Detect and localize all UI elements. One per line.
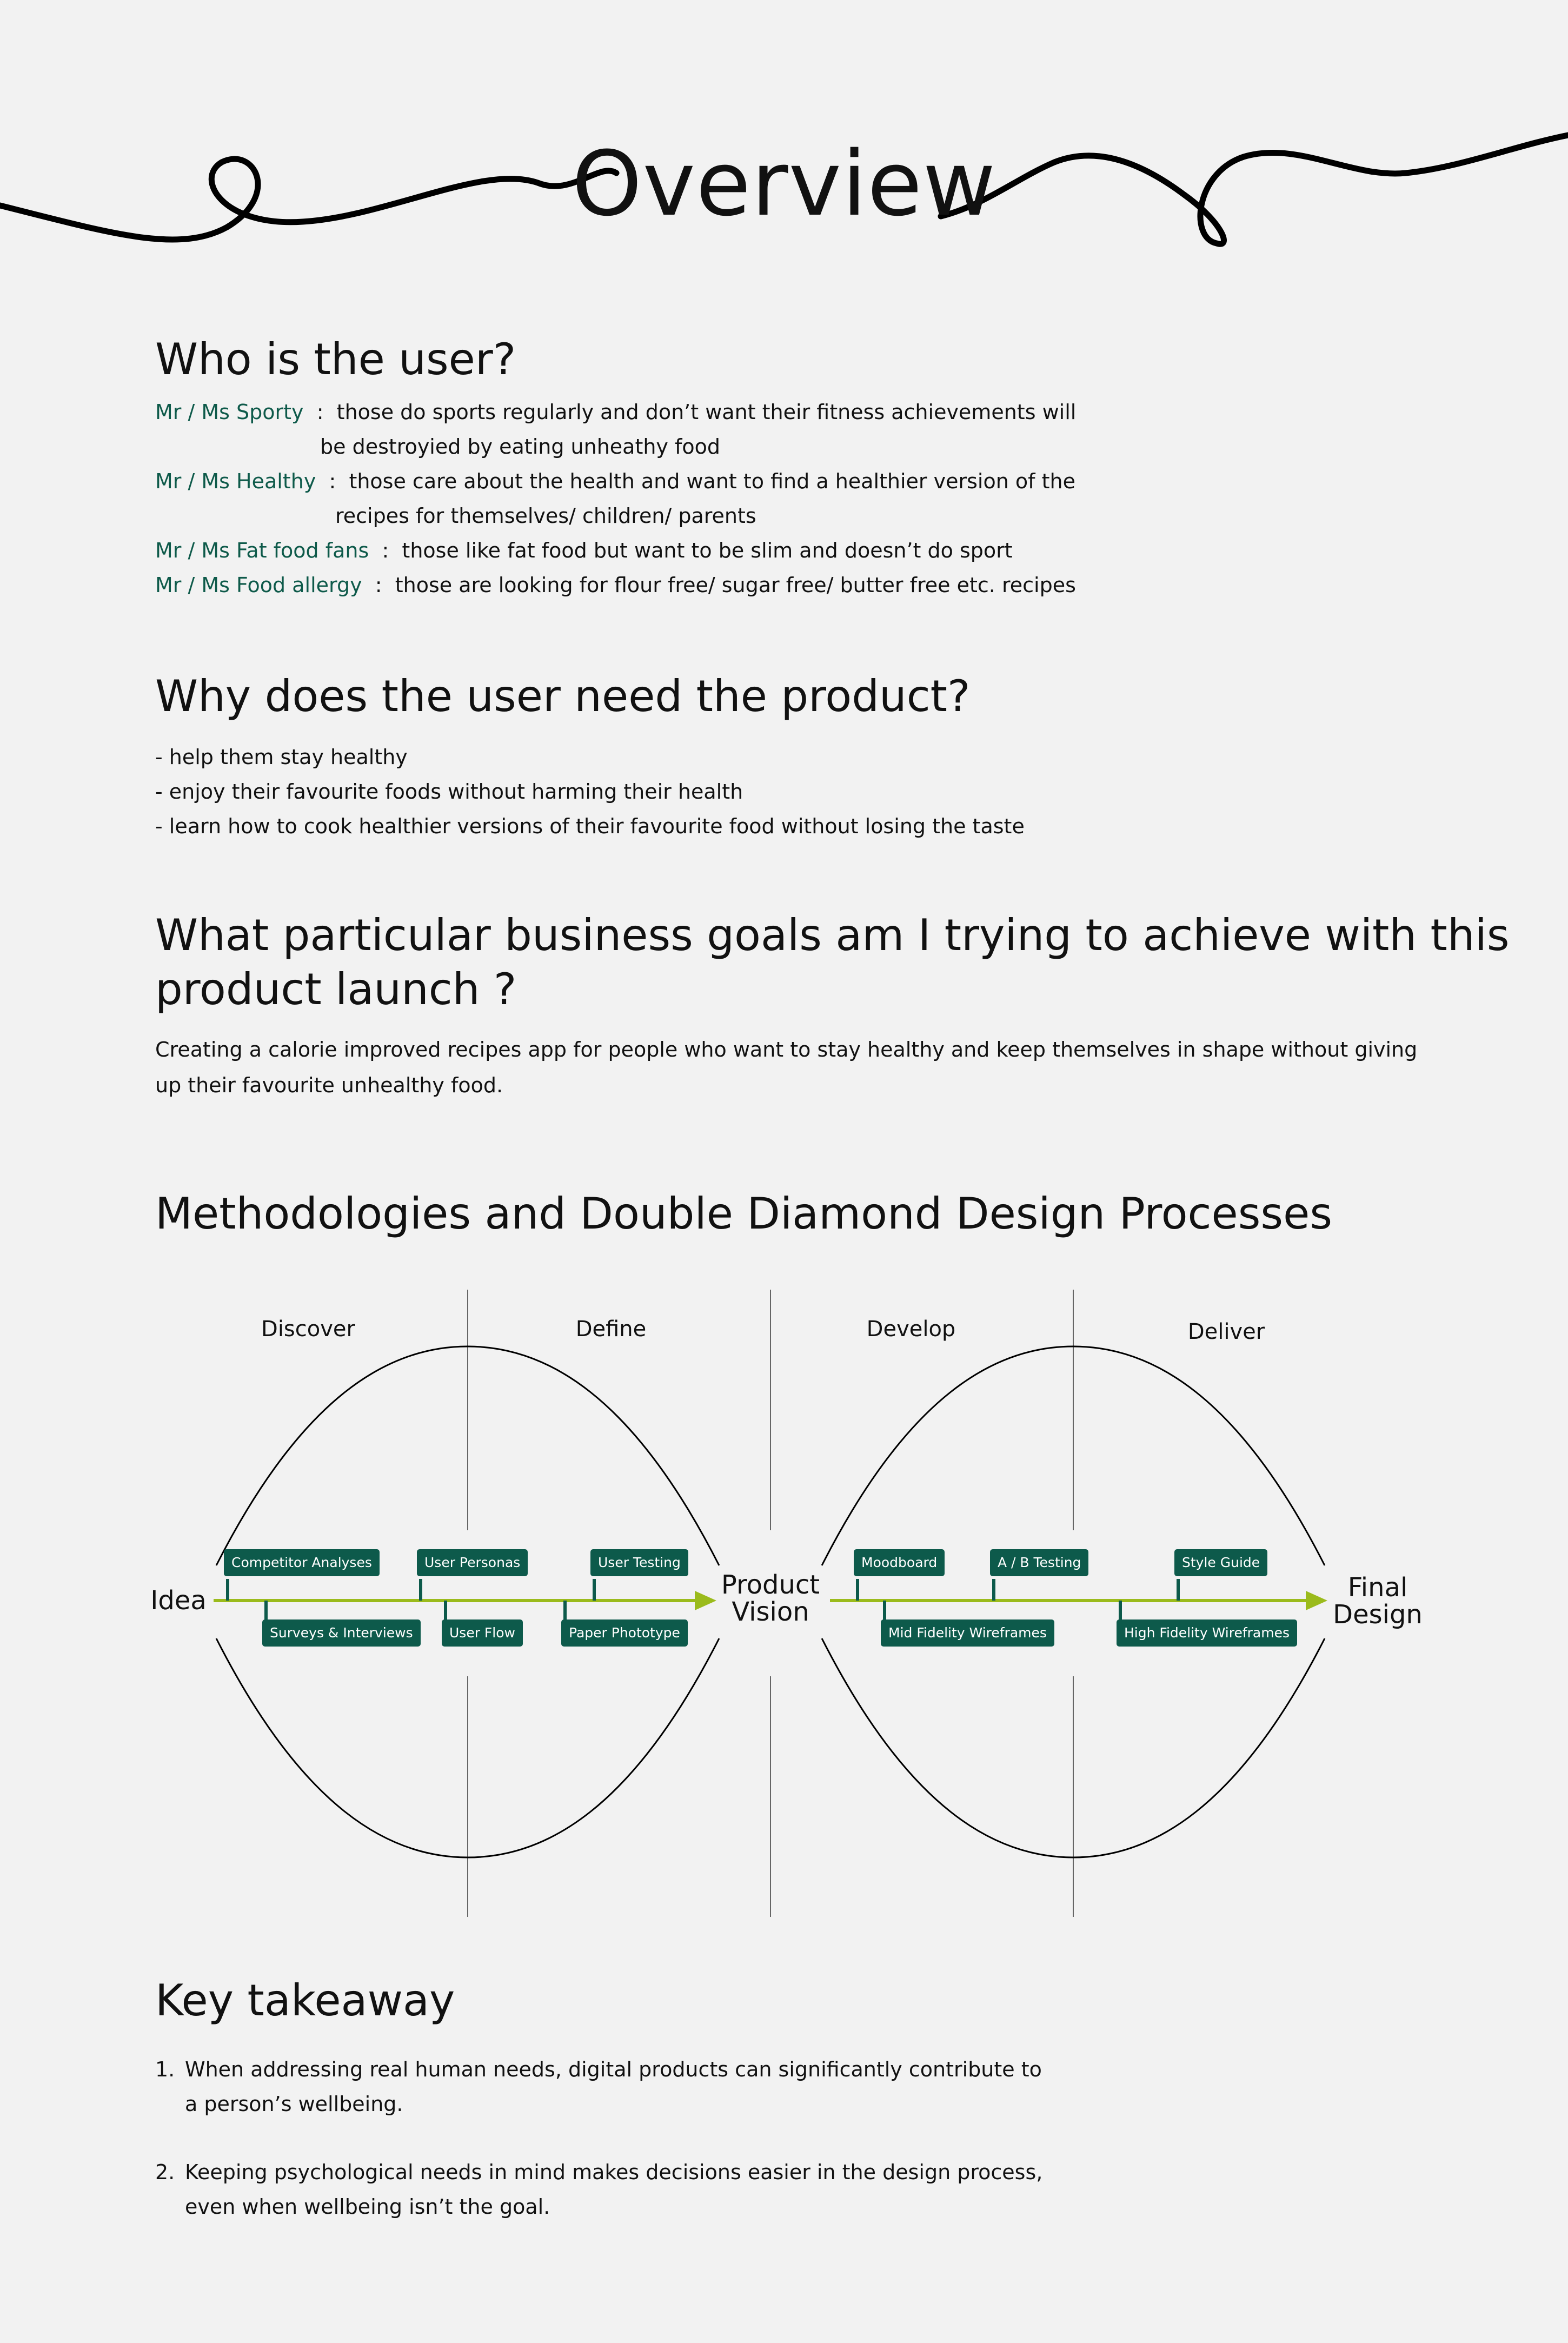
phase-deliver: Deliver: [1187, 1319, 1265, 1344]
tag-style-guide: Style Guide: [1174, 1549, 1267, 1576]
goals-heading-line1: What particular business goals am I trying to achieve with this: [155, 910, 1510, 960]
takeaway-text: Keeping psychological needs in mind makes decisions easier in the design process, even when wellbeing isn’t the goal.: [185, 2160, 1043, 2219]
user-desc-cont: recipes for themselves/ children/ parents: [335, 504, 756, 528]
arrow-head: [695, 1591, 716, 1610]
user-desc: those care about the health and want to find a healthier version of the: [349, 469, 1075, 493]
user-row-allergy: Mr / Ms Food allergy : those are looking for flour free/ sugar free/ butter free etc. recipes: [155, 573, 1076, 597]
user-desc: those are looking for flour free/ sugar free/ butter free etc. recipes: [395, 573, 1076, 597]
user-desc-cont: be destroyied by eating unheathy food: [320, 435, 720, 459]
user-role: Mr / Ms Healthy: [155, 469, 316, 493]
user-desc: those do sports regularly and don’t want their fitness achievements will: [336, 400, 1077, 424]
takeaway-text: When addressing real human needs, digital products can significantly contribute to a person’s wellbeing.: [185, 2057, 1042, 2116]
tag-ab-testing: A / B Testing: [990, 1549, 1088, 1576]
tag-moodboard: Moodboard: [854, 1549, 945, 1576]
takeaway-number: 1.: [155, 2057, 175, 2081]
method-heading: Methodologies and Double Diamond Design Processes: [155, 1189, 1332, 1239]
final-design-line1: Final: [1347, 1572, 1408, 1603]
takeaway-heading: Key takeaway: [155, 1975, 455, 2026]
user-role: Mr / Ms Food allergy: [155, 573, 362, 597]
final-design-label: [1324, 1574, 1432, 1628]
need-bullet: - enjoy their favourite foods without harming their health: [155, 780, 743, 804]
tag-high-fidelity-wireframes: High Fidelity Wireframes: [1117, 1619, 1297, 1647]
goals-heading-line2: product launch ?: [155, 964, 517, 1014]
final-design-line2: Design: [1333, 1599, 1423, 1630]
phase-develop: Develop: [866, 1317, 956, 1342]
need-bullet: - learn how to cook healthier versions of their favourite food without losing the taste: [155, 814, 1025, 838]
user-role: Mr / Ms Sporty: [155, 400, 304, 424]
tag-user-flow: User Flow: [442, 1619, 523, 1647]
idea-label: Idea: [150, 1585, 207, 1616]
phase-define: Define: [575, 1317, 647, 1342]
tag-paper-prototype: Paper Phototype: [561, 1619, 688, 1647]
need-heading: Why does the user need the product?: [155, 671, 971, 721]
user-role: Mr / Ms Fat food fans: [155, 539, 369, 562]
tag-surveys-interviews: Surveys & Interviews: [262, 1619, 421, 1647]
user-desc: those like fat food but want to be slim and doesn’t do sport: [402, 539, 1013, 562]
tag-user-personas: User Personas: [417, 1549, 528, 1576]
phase-discover: Discover: [261, 1317, 355, 1342]
page-title: Overview: [572, 132, 996, 236]
tag-competitor-analyses: Competitor Analyses: [224, 1549, 380, 1576]
users-heading: Who is the user?: [155, 334, 516, 384]
goals-text: Creating a calorie improved recipes app for people who want to stay healthy and keep themselves in shape without giving up their favourite unhealthy food.: [155, 1038, 1418, 1097]
tag-mid-fidelity-wireframes: Mid Fidelity Wireframes: [881, 1619, 1054, 1647]
product-vision-line2: Vision: [732, 1597, 809, 1627]
user-row-fat-food: Mr / Ms Fat food fans : those like fat food but want to be slim and doesn’t do sport: [155, 539, 1013, 562]
user-row-healthy: Mr / Ms Healthy : those care about the health and want to find a healthier version of the: [155, 469, 1075, 493]
tag-user-testing: User Testing: [590, 1549, 688, 1576]
takeaway-number: 2.: [155, 2160, 175, 2184]
user-row-sporty: Mr / Ms Sporty : those do sports regularly and don’t want their fitness achievements will: [155, 400, 1077, 424]
need-bullet: - help them stay healthy: [155, 745, 408, 769]
product-vision-label: [716, 1571, 825, 1625]
product-vision-line1: Product: [721, 1570, 820, 1600]
